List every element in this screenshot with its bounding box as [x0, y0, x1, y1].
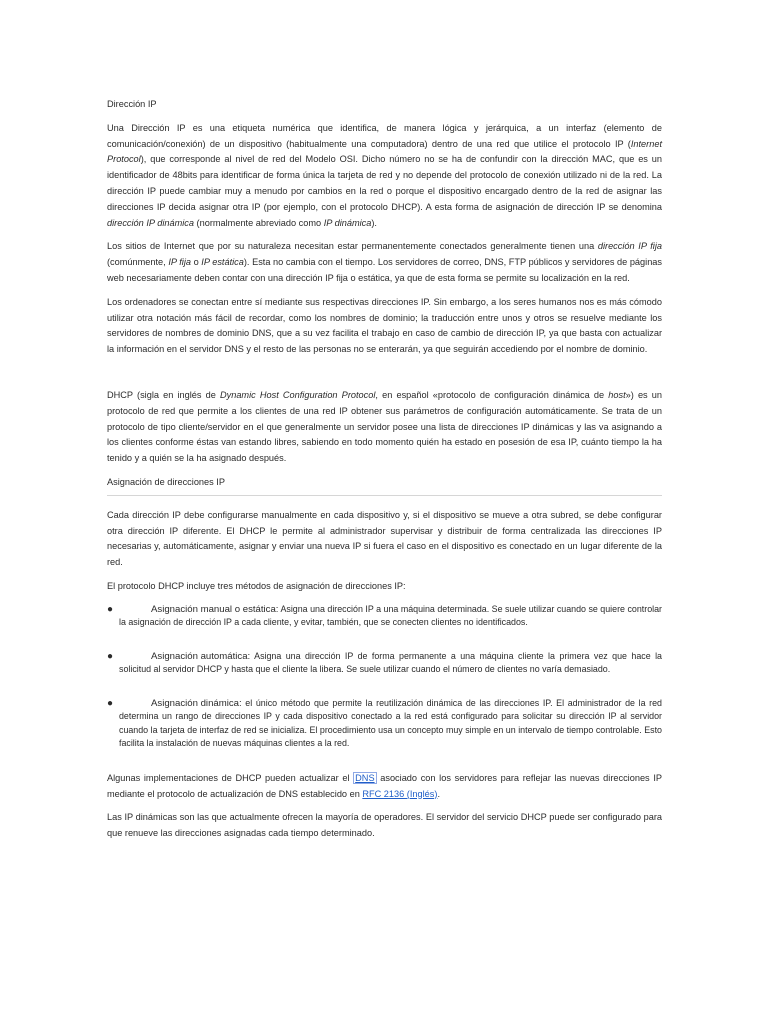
text-segment: asociado con los servidores para reflejar las nuevas direcciones IP mediante el protocolo de actualización de DNS establecido en — [107, 772, 662, 799]
text-segment: Los sitios de Internet que por su naturaleza necesitan estar permanentemente conectados generalmente tienen una — [107, 241, 598, 252]
emphasis-internet-protocol: Internet Protocol — [107, 138, 662, 165]
text-segment: ). — [371, 217, 377, 228]
text-segment: Algunas implementaciones de DHCP pueden actualizar el — [107, 772, 354, 783]
text-segment: (normalmente abreviado como — [193, 217, 324, 228]
paragraph-dns-explanation: Los ordenadores se conectan entre sí mediante sus respectivas direcciones IP. Sin embargo, a los seres humanos nos es más cómodo utilizar otra notación más fácil de recordar, como los nombres de dominio; la traducción entre unos y otros se resuelve mediante los servidores de nombres de dominio DNS, que a su vez facilita el trabajo en caso de cambio de dirección IP, ya que basta con actualizar la información en el servidor DNS y el resto de las personas no se enterarán, ya que seguirán accediendo por el nombre de dominio. — [107, 296, 662, 355]
section-heading-direccion-ip: Dirección IP — [107, 99, 157, 109]
text-segment: Una Dirección IP es una etiqueta numérica que identifica, de manera lógica y jerárquica, a un interfaz (elemento de comunicación/conexión) de un dispositivo (habitualmente una computadora) dentro de una red que utilice el protocolo IP ( — [107, 122, 662, 149]
list-item-text: Asigna una dirección IP a una máquina determinada. Se suele utilizar cuando se quiere controlar la asignación de dirección IP a cada cliente, y evitar, también, que se conecten clientes no identificados. — [119, 603, 662, 628]
emphasis-ip-estatica: IP estática — [201, 257, 244, 268]
term-dinamica: Asignación dinámica: — [151, 697, 242, 709]
emphasis-ip-dinamica: IP dinámica — [323, 217, 372, 228]
text-segment: DHCP (sigla en inglés de — [107, 389, 220, 400]
section-gap — [107, 366, 662, 388]
paragraph-ip-definition — [107, 121, 662, 232]
document-page — [107, 97, 662, 850]
paragraph-ip-dinamicas: Las IP dinámicas son las que actualmente ofrecen la mayoría de operadores. El servidor del servicio DHCP puede ser configurado para que renueve las direcciones asignadas cada tiempo determinado. — [107, 812, 662, 839]
paragraph-ip-fija — [107, 239, 662, 286]
text-segment: ), que corresponde al nivel de red del Modelo OSI. Dicho número no se ha de confundir con la dirección MAC, que es un identificador de 48bits para identificar de forma única la tarjeta de red y no depende del protocolo de conexión utilizado ni de la red. La dirección IP puede cambiar muy a menudo por cambios en la red o porque el dispositivo encargado dentro de la red de asignar las direcciones IP decida asignar otra IP (por ejemplo, con el protocolo DHCP). A esta forma de asignación de dirección IP se denomina — [107, 154, 662, 212]
list-item-automatica — [107, 650, 662, 677]
emphasis-dhcp-name: Dynamic Host Configuration Protocol — [219, 389, 376, 400]
bullet-icon: ● — [107, 650, 114, 662]
paragraph-dns-update — [107, 771, 662, 803]
list-item-dinamica — [107, 697, 662, 751]
text-segment: o — [190, 257, 202, 268]
text-segment: ). Esta no cambia con el tiempo. Los servidores de correo, DNS, FTP públicos y servidores de páginas web necesariamente deben contar con una dirección IP fija o estática, ya que de esta forma se permite su localización en la red. — [107, 257, 663, 283]
emphasis-ip-fija: IP fija — [168, 257, 191, 268]
dns-link[interactable]: DNS — [355, 772, 375, 783]
methods-list — [107, 603, 662, 751]
section-heading-asignacion: Asignación de direcciones IP — [107, 475, 662, 496]
emphasis-host: host — [608, 389, 626, 400]
term-automatica: Asignación automática: — [151, 650, 251, 662]
list-item-manual — [107, 603, 662, 630]
text-segment: , en español «protocolo de configuración dinámica de — [375, 389, 609, 400]
list-item-text: el único método que permite la reutilización dinámica de las direcciones IP. El administrador de la red determina un rango de direcciones IP y cada dispositivo conectado a la red está configurado para solicitar su dirección IP al servidor cuando la tarjeta de interfaz de red se inicializa. El procedimiento usa un concepto muy simple en un intervalo de tiempo controlable. Esto facilita la instalación de nuevas máquinas clientes a la red. — [119, 697, 662, 749]
text-segment: ») es un protocolo de red que permite a los clientes de una red IP obtener sus parámetros de configuración automáticamente. Se trata de un protocolo de tipo cliente/servidor en el que generalmente un servidor posee una lista de direcciones IP dinámicas y las va asignando a los clientes conforme éstas van estando libres, sabiendo en todo momento quién ha estado en posesión de esa IP, cuánto tiempo la ha tenido y a quién se la ha asignado después. — [107, 389, 663, 464]
list-item-text: Asigna una dirección IP de forma permanente a una máquina cliente la primera vez que hace la solicitud al servidor DHCP y hasta que el cliente la libera. Se suele utilizar cuando el número de clientes no varía demasiado. — [119, 650, 662, 675]
bullet-icon: ● — [107, 697, 114, 709]
term-manual: Asignación manual o estática: — [151, 603, 279, 615]
emphasis-direccion-ip-dinamica: dirección IP dinámica — [107, 217, 194, 228]
paragraph-methods-intro: El protocolo DHCP incluye tres métodos de asignación de direcciones IP: — [107, 580, 406, 591]
bullet-icon: ● — [107, 603, 114, 615]
rfc-2136-link[interactable]: RFC 2136 (Inglés) — [362, 788, 438, 799]
text-segment: (comúnmente, — [107, 257, 169, 268]
paragraph-dhcp-definition — [107, 388, 662, 467]
text-segment: . — [437, 788, 440, 799]
emphasis-direccion-ip-fija: dirección IP fija — [597, 241, 662, 252]
paragraph-asignacion-manual: Cada dirección IP debe configurarse manualmente en cada dispositivo y, si el dispositivo se mueve a otra subred, se debe configurar otra dirección IP diferente. El DHCP le permite al administrador supervisar y distribuir de forma centralizada las direcciones IP necesarias y, automáticamente, asignar y enviar una nueva IP si fuera el caso en el dispositivo es conectado en un lugar diferente de la red. — [107, 509, 662, 568]
